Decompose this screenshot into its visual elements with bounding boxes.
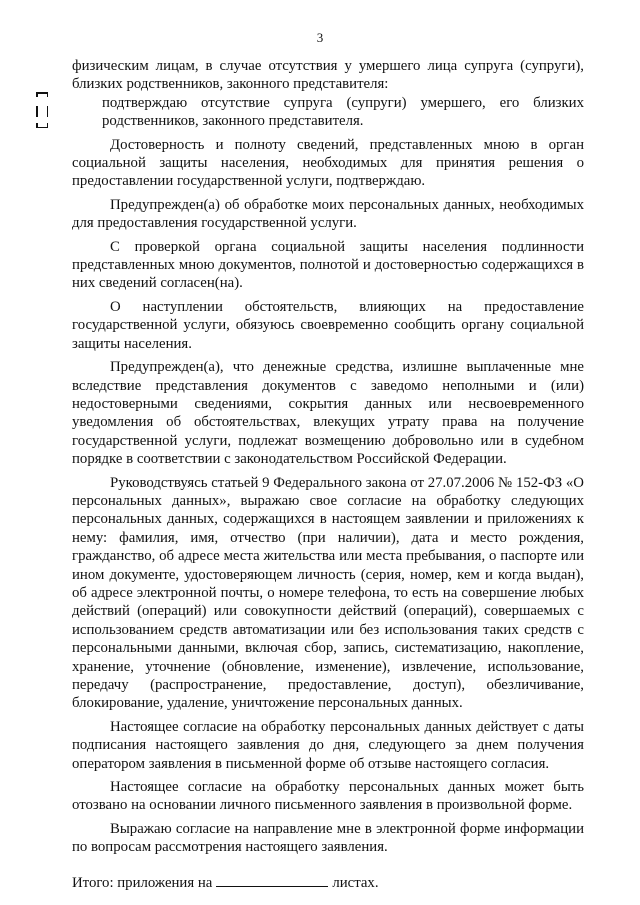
paragraph-accuracy-confirmation: Достоверность и полноту сведений, представленных мною в орган социальной защиты населения, необходимых для принятия решения о предоставлении государственной услуги, подтверждаю. [72,136,584,190]
page-number: 3 [316,30,324,45]
checkbox[interactable] [36,92,48,128]
total-prefix: Итого: приложения на [72,874,213,891]
document-body [72,57,584,892]
attachments-total [72,873,584,892]
paragraph-deceased-relatives: физическим лицам, в случае отсутствия у умершего лица супруга (супруги), близких родственников, законного представителя: [72,58,584,93]
sheets-count-field[interactable] [216,873,328,887]
paragraph-data-processing-consent: Руководствуясь статьей 9 Федерального закона от 27.07.2006 № 152-ФЗ «О персональных данных», выражаю свое согласие на обработку следующих персональных данных, содержащихся в настоящем заявлении и приложениях к нему: фамилия, имя, отчество (при наличии), дата и место рождения, гражданство, об адресе места жительства или места пребывания, о паспорте или ином документе, удостоверяющем личность (серия, номер, кем и когда выдан), об адресе электронной почты, о номере телефона, то есть на совершение любых действий (операций) или совокупности действий (операций), совершаемых с использованием средств автоматизации или без использования таких средств с персональными данными, включая сбор, запись, систематизацию, накопление, хранение, уточнение (обновление, изменение), извлечение, использование, передачу (распространение, предоставление, доступ), обезличивание, блокирование, удаление, уничтожение персональных данных. [72,474,584,712]
paragraph-verification-consent: С проверкой органа социальной защиты населения подлинности представленных мною документов, полнотой и достоверностью содержащихся в них сведений согласен(на). [72,238,584,292]
paragraph-overpayment-warning: Предупрежден(а), что денежные средства, излишне выплаченные мне вследствие представления документов с заведомо неполными и (или) недостоверными сведениями, сокрытия данных или несвоевременного уведомления об обстоятельствах, влекущих утрату права на получение государственной услуги, подлежат возмещению добровольно или в судебном порядке в соответствии с законодательством Российской Федерации. [72,359,584,468]
checkbox-label: подтверждаю отсутствие супруга (супруги) умершего, его близких родственников, законного представителя. [102,94,584,130]
paragraph-personal-data-warning: Предупрежден(а) об обработке моих персональных данных, необходимых для предоставления государственной услуги. [72,196,584,232]
paragraph-consent-validity: Настоящее согласие на обработку персональных данных действует с даты подписания настоящего заявления до дня, следующего за днем получения оператором заявления в письменной форме об отзыве настоящего согласия. [72,718,584,772]
total-suffix: листах. [332,874,379,891]
paragraph-electronic-consent: Выражаю согласие на направление мне в электронной форме информации по вопросам рассмотрения настоящего заявления. [72,820,584,856]
paragraph-consent-revocation: Настоящее согласие на обработку персональных данных может быть отозвано на основании личного письменного заявления в произвольной форме. [72,779,584,814]
paragraph-circumstances-notice: О наступлении обстоятельств, влияющих на предоставление государственной услуги, обязуюсь своевременно сообщить органу социальной защиты населения. [72,298,584,352]
